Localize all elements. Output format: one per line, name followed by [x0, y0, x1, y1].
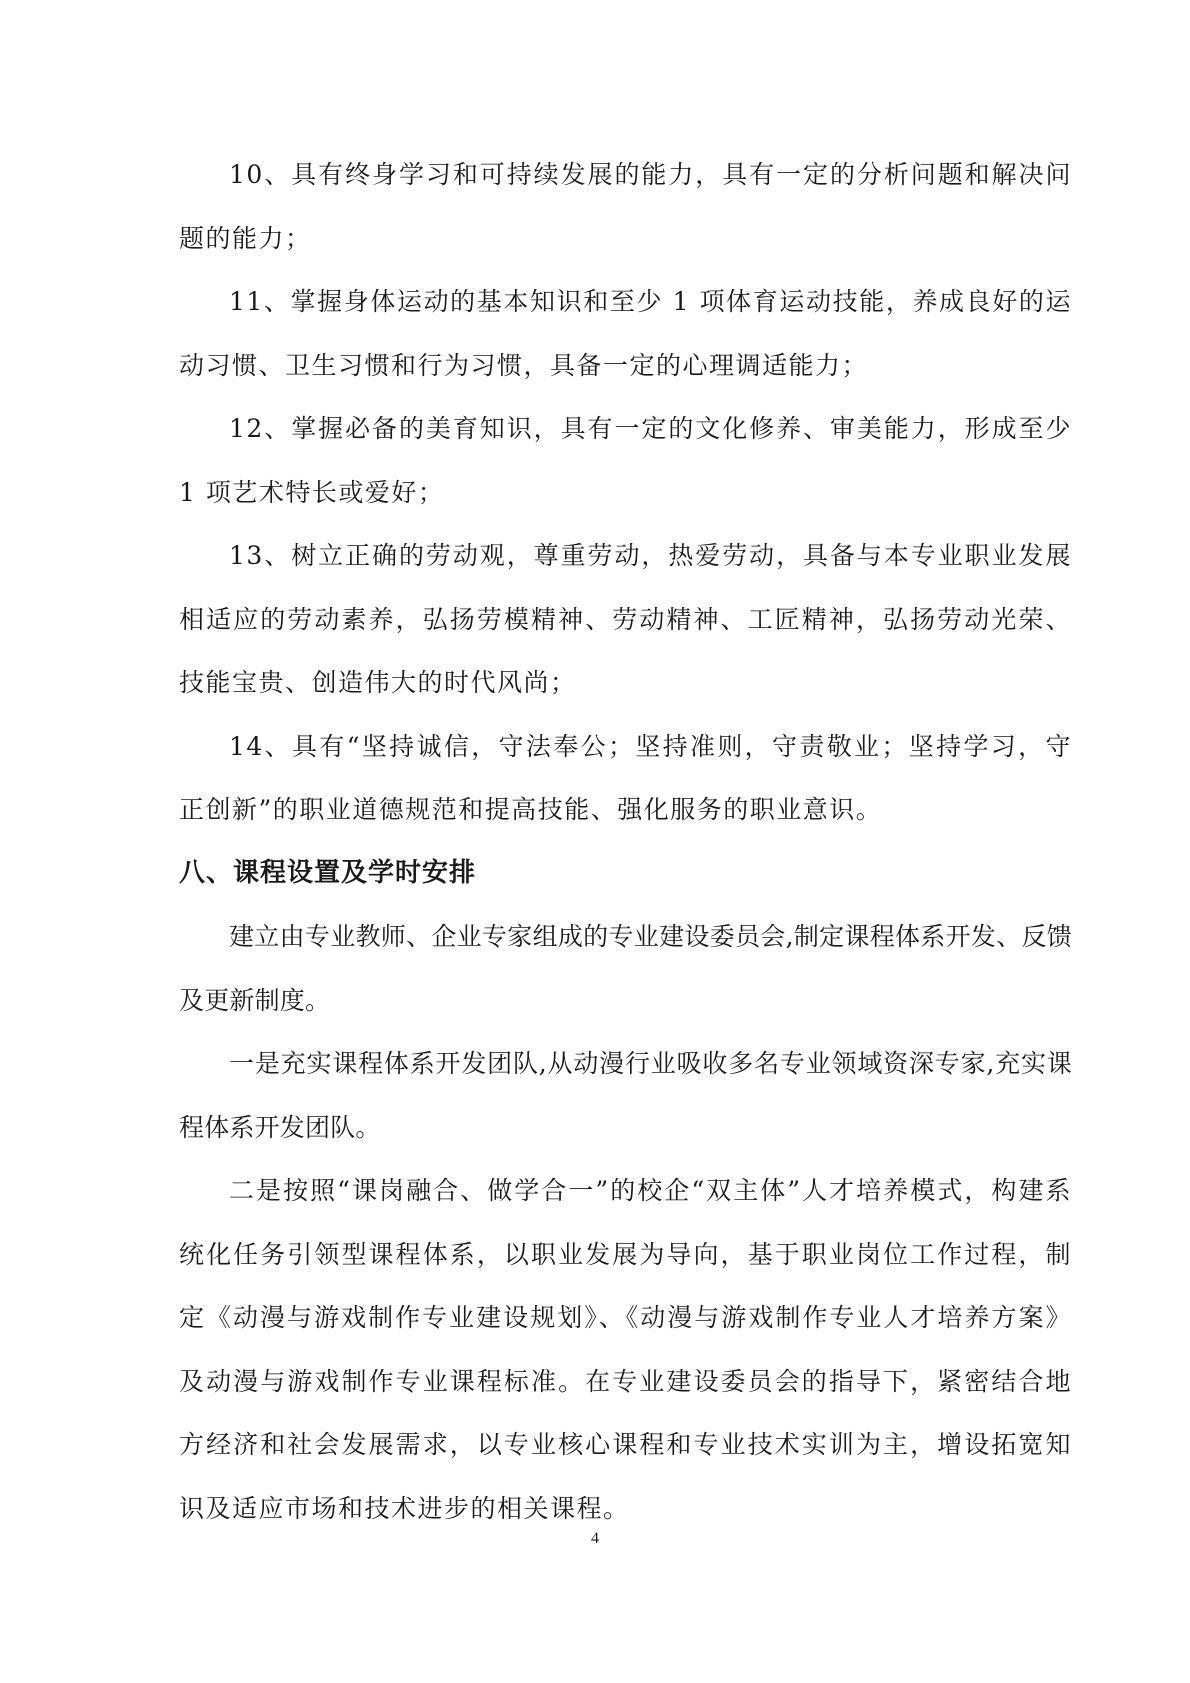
list-item: 11、掌握身体运动的基本知识和至少 1 项体育运动技能，养成良好的运动习惯、卫生习惯和行为习惯，具备一定的心理调适能力； — [179, 287, 1072, 380]
section-paragraph: 建立由专业教师、企业专家组成的专业建设委员会,制定课程体系开发、反馈及更新制度。 — [179, 922, 1072, 1015]
list-item: 14、具有“坚持诚信，守法奉公；坚持准则，守责敬业；坚持学习，守正创新”的职业道德规范和提高技能、强化服务的职业意识。 — [179, 731, 1072, 824]
page-number: 4 — [591, 1530, 599, 1547]
section-paragraph: 一是充实课程体系开发团队,从动漫行业吸收多名专业领域资深专家,充实课程体系开发团队。 — [179, 1049, 1072, 1142]
document-body — [179, 143, 1072, 1540]
list-item: 12、掌握必备的美育知识，具有一定的文化修养、审美能力，形成至少 1 项艺术特长或爱好； — [179, 414, 1072, 507]
list-item: 10、具有终身学习和可持续发展的能力，具有一定的分析问题和解决问题的能力； — [179, 160, 1072, 253]
section-heading: 八、课程设置及学时安排 — [179, 857, 477, 888]
list-item: 13、树立正确的劳动观，尊重劳动，热爱劳动，具备与本专业职业发展相适应的劳动素养，弘扬劳模精神、劳动精神、工匠精神，弘扬劳动光荣、技能宝贵、创造伟大的时代风尚； — [179, 541, 1072, 697]
section-paragraph: 二是按照“课岗融合、做学合一”的校企“双主体”人才培养模式，构建系统化任务引领型课程体系，以职业发展为导向，基于职业岗位工作过程，制定《动漫与游戏制作专业建设规划》、《动漫与游戏制作专业人才培养方案》及动漫与游戏制作专业课程标准。在专业建设委员会的指导下，紧密结合地方经济和社会发展需求，以专业核心课程和专业技术实训为主，增设拓宽知识及适应市场和技术进步的相关课程。 — [179, 1176, 1072, 1523]
